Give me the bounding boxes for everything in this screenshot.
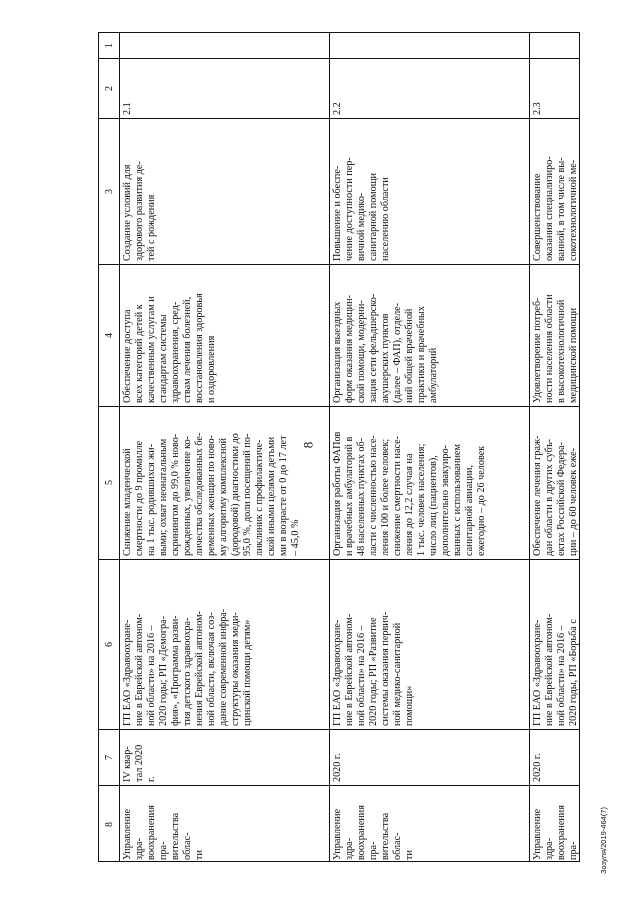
row-2-3-task: Совершенствование оказания специализиро- ванной, в том числе вы- сокотехнологичной ме- <box>532 156 580 261</box>
row-2-1-executor: Управление здра- воохранения пра- вительства облас- ти <box>122 805 206 860</box>
header-col-7: 7 <box>103 754 115 760</box>
row-2-1-term: IV квар- тал 2020 г. <box>122 744 158 782</box>
row-2-3-result: Обеспечение лечения граж- дан области в других субъ- ектах Российской Федера- ции – до 60 человек еже- <box>532 435 580 556</box>
header-col-2: 2 <box>103 85 115 91</box>
header-col-8: 8 <box>103 821 115 827</box>
row-2-2-source: ГП ЕАО «Здравоохране- ние в Еврейской автоном- ной области» на 2016 – 2020 годы; РП «Развитие системы оказания первич- ной медико-санитарной помощи» <box>332 611 416 726</box>
row-2-3-term: 2020 г. <box>532 753 543 782</box>
row-2-1-task: Создание условий для здорового развития де- тей с рождения <box>122 161 158 261</box>
row-2-1-number: 2.1 <box>122 102 133 115</box>
header-col-4: 4 <box>103 332 115 338</box>
row-2-1-result: Снижение младенческой смертности до 9 промилле на 1 тыс. родившихся жи- выми; охват неонатальным скринингом до 99,0 % ново- рожденных, увеличение ко- личества обследованных бе- ременных женщин по ново- му алгоритму комплексной (дородовой) диагностики до 95,0 %, доли посещений по- ликлиник с профилактиче- ской иными целями детьми ми в возрасте от 0 до 17 лет – 45,0 % <box>122 432 302 556</box>
row-2-3-source: ГП ЕАО «Здравоохране- ние в Еврейской автоном- ной области» на 2016 – 2020 годы, РП «Борьба с <box>532 613 580 726</box>
row-2-2-term: 2020 г. <box>332 753 343 782</box>
plan-table <box>98 32 580 862</box>
row-2-3-executor: Управление здра- воохранения пра- <box>532 805 580 860</box>
row-2-2-number: 2.2 <box>332 102 343 115</box>
header-col-6: 6 <box>103 641 115 647</box>
row-2-2-executor: Управление здра- воохранения пра- вительства облас- ти <box>332 805 416 860</box>
header-col-1: 1 <box>103 43 115 48</box>
row-2-1-source: ГП ЕАО «Здравоохране- ние в Еврейской автоном- ной области» на 2016 – 2020 годы; РП «Демогра- фия», «Программа разви- тия детского здравоохра- нения Еврейской автоном- ной области, включая соз- дание современной инфра- структуры оказания меди- цинской помощи детям» <box>122 608 254 726</box>
document-code: Зозуля/2019-464(7) <box>598 806 608 874</box>
page-number: 8 <box>300 441 315 449</box>
row-2-3-number: 2.3 <box>532 102 543 115</box>
row-2-2-measure: Организация выездных форм оказания медицин- ской помощи, модерни- зация сети фельдшерско- акушерских пунктов (далее – ФАП), отделе- ний общей врачебной практики и врачебных амбулаторий <box>332 293 440 403</box>
row-2-2-task: Повышение и обеспе- чение доступности пер- вичной медико- санитарной помощи населению области <box>332 157 392 261</box>
row-2-2-result: Организация работы ФАПов и врачебных амбулаторий в 48 населенных пунктах об- ласти с численностью насе- ления 100 и более человек; снижение смертности насе- ления до 12,2 случая на 1 тыс. человек населения; число лиц (пациентов), дополнительно эвакуиро- ванных с использованием санитарной авиации, ежегодно – до 26 человек <box>332 431 488 556</box>
header-col-5: 5 <box>103 480 115 485</box>
header-col-3: 3 <box>103 188 115 194</box>
row-2-3-measure: Удовлетворение потреб- ности населения области в высокотехнологичной медицинской помощи <box>532 294 580 403</box>
row-2-1-measure: Обеспечение доступа всех категорий детей к качественным услугам и стандартам системы здравоохранения, сред- ствам лечения болезней, восстановления здоровья и оздоровления <box>122 293 218 403</box>
